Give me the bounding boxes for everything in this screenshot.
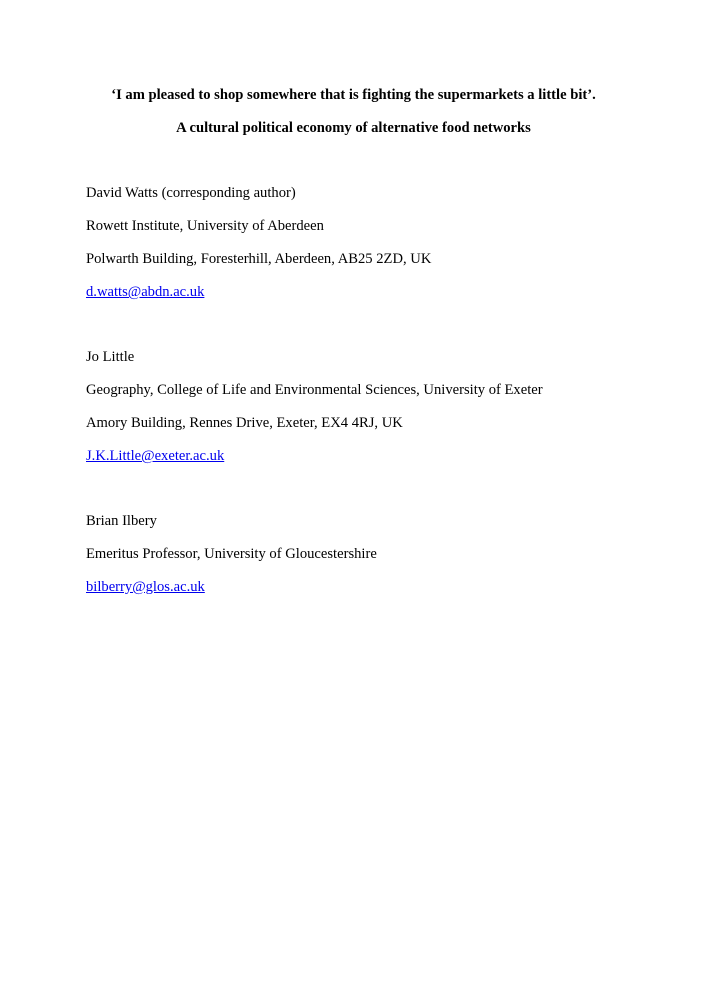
- author-name: Jo Little: [86, 349, 135, 365]
- author-address: Amory Building, Rennes Drive, Exeter, EX4 4RJ, UK: [86, 415, 403, 431]
- author-email-link[interactable]: d.watts@abdn.ac.uk: [86, 284, 205, 300]
- author-email-row: [86, 578, 205, 596]
- paper-title: ‘I am pleased to shop somewhere that is fighting the supermarkets a little bit’.: [111, 87, 596, 103]
- author-email-link[interactable]: bilberry@glos.ac.uk: [86, 579, 205, 595]
- author-name: David Watts (corresponding author): [86, 185, 296, 201]
- paper-subtitle: A cultural political economy of alternative food networks: [176, 120, 531, 136]
- author-name: Brian Ilbery: [86, 513, 157, 529]
- author-affiliation: Geography, College of Life and Environmental Sciences, University of Exeter: [86, 382, 543, 398]
- author-email-link[interactable]: J.K.Little@exeter.ac.uk: [86, 448, 225, 464]
- author-email-row: [86, 283, 204, 301]
- author-email-row: [86, 447, 224, 465]
- author-affiliation: Rowett Institute, University of Aberdeen: [86, 218, 324, 234]
- author-affiliation: Emeritus Professor, University of Gloucestershire: [86, 546, 377, 562]
- author-address: Polwarth Building, Foresterhill, Aberdeen, AB25 2ZD, UK: [86, 251, 432, 267]
